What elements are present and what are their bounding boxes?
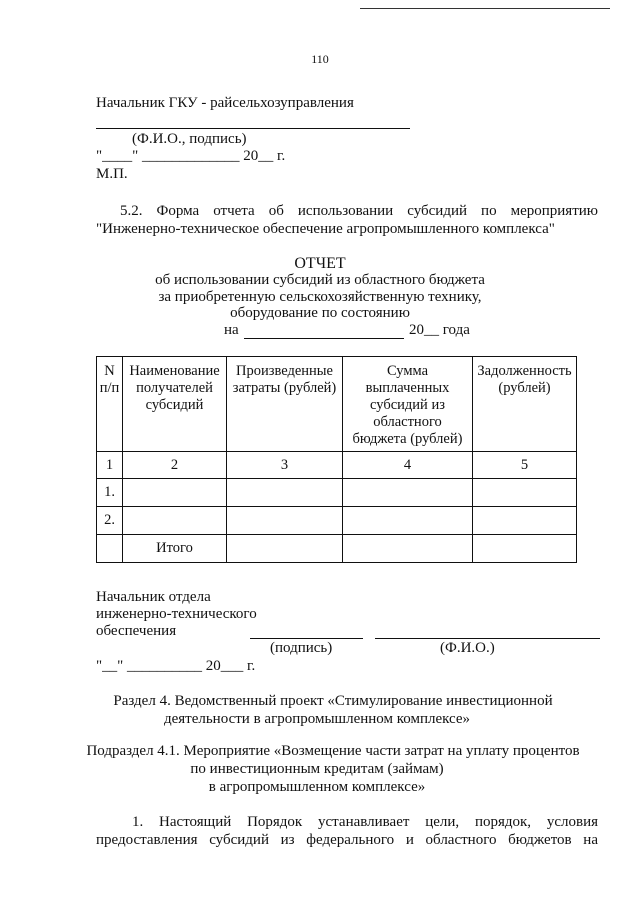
subsection-4-1-line3: в агропромышленном комплексе» <box>208 779 426 795</box>
section-4-heading-line1: Раздел 4. Ведомственный проект «Стимулирование инвестиционной <box>113 693 553 709</box>
report-date-prefix: на <box>224 322 239 338</box>
table-cell: 1. <box>97 479 123 507</box>
table-row <box>97 479 577 507</box>
table-cell <box>97 535 123 563</box>
table-cell <box>123 507 227 535</box>
table-cell <box>343 479 473 507</box>
table-cell: 2. <box>97 507 123 535</box>
section-5-2-line2: "Инженерно-техническое обеспечение агропромышленного комплекса" <box>96 221 555 237</box>
table-cell <box>227 535 343 563</box>
signatory-position-line2: инженерно-технического <box>96 606 257 622</box>
signature-date-line: "__" __________ 20___ г. <box>96 658 256 674</box>
approval-position: Начальник ГКУ - райсельхозуправления <box>96 95 354 111</box>
column-number-cell: 3 <box>227 452 343 479</box>
approval-signature-line <box>96 128 410 129</box>
column-number-cell: 1 <box>97 452 123 479</box>
report-date-blank <box>244 338 404 339</box>
report-subtitle-line3: оборудование по состоянию <box>230 305 410 321</box>
col-header-number: N п/п <box>97 357 123 452</box>
report-subtitle-line1: об использовании субсидий из областного бюджета <box>155 272 485 288</box>
signatory-position-line3: обеспечения <box>96 623 177 639</box>
signatory-position-line1: Начальник отдела <box>96 589 211 605</box>
approval-stamp: М.П. <box>96 166 128 182</box>
report-table <box>96 356 577 563</box>
approval-fio-caption: (Ф.И.О., подпись) <box>132 131 247 147</box>
table-cell <box>473 535 577 563</box>
paragraph-1-line2: предоставления субсидий из федерального и областного бюджетов на <box>96 832 598 848</box>
fio-caption: (Ф.И.О.) <box>440 640 495 656</box>
col-header-costs: Произведенные затраты (рублей) <box>227 357 343 452</box>
table-row-total <box>97 535 577 563</box>
top-edge-rule <box>360 8 610 9</box>
table-cell <box>343 535 473 563</box>
report-title: ОТЧЕТ <box>294 255 346 272</box>
subsection-4-1-line1: Подраздел 4.1. Мероприятие «Возмещение части затрат на уплату процентов <box>86 743 580 759</box>
table-cell: Итого <box>123 535 227 563</box>
col-header-paid-subsidy: Сумма выплаченных субсидий из областного бюджета (рублей) <box>343 357 473 452</box>
col-header-debt: Задолженность (рублей) <box>473 357 577 452</box>
report-subtitle-line2: за приобретенную сельскохозяйственную технику, <box>158 289 482 305</box>
table-cell <box>227 479 343 507</box>
page-number: 110 <box>311 52 329 66</box>
table-row <box>97 507 577 535</box>
report-date-suffix: 20__ года <box>409 322 470 338</box>
column-number-cell: 5 <box>473 452 577 479</box>
table-cell <box>123 479 227 507</box>
approval-date-line: "____" _____________ 20__ г. <box>96 148 286 164</box>
subsection-4-1-line2: по инвестиционным кредитам (займам) <box>190 761 444 777</box>
section-5-2-line1: 5.2. Форма отчета об использовании субсидий по мероприятию <box>120 203 598 219</box>
signature-line <box>250 638 363 639</box>
table-cell <box>343 507 473 535</box>
section-4-heading-line2: деятельности в агропромышленном комплексе» <box>163 711 471 727</box>
fio-line <box>375 638 600 639</box>
table-cell <box>473 507 577 535</box>
column-number-cell: 2 <box>123 452 227 479</box>
signature-caption: (подпись) <box>270 640 333 656</box>
column-number-cell: 4 <box>343 452 473 479</box>
table-cell <box>227 507 343 535</box>
col-header-recipient: Наименование получателей субсидий <box>123 357 227 452</box>
paragraph-1-line1: 1. Настоящий Порядок устанавливает цели, порядок, условия <box>132 814 598 830</box>
table-cell <box>473 479 577 507</box>
